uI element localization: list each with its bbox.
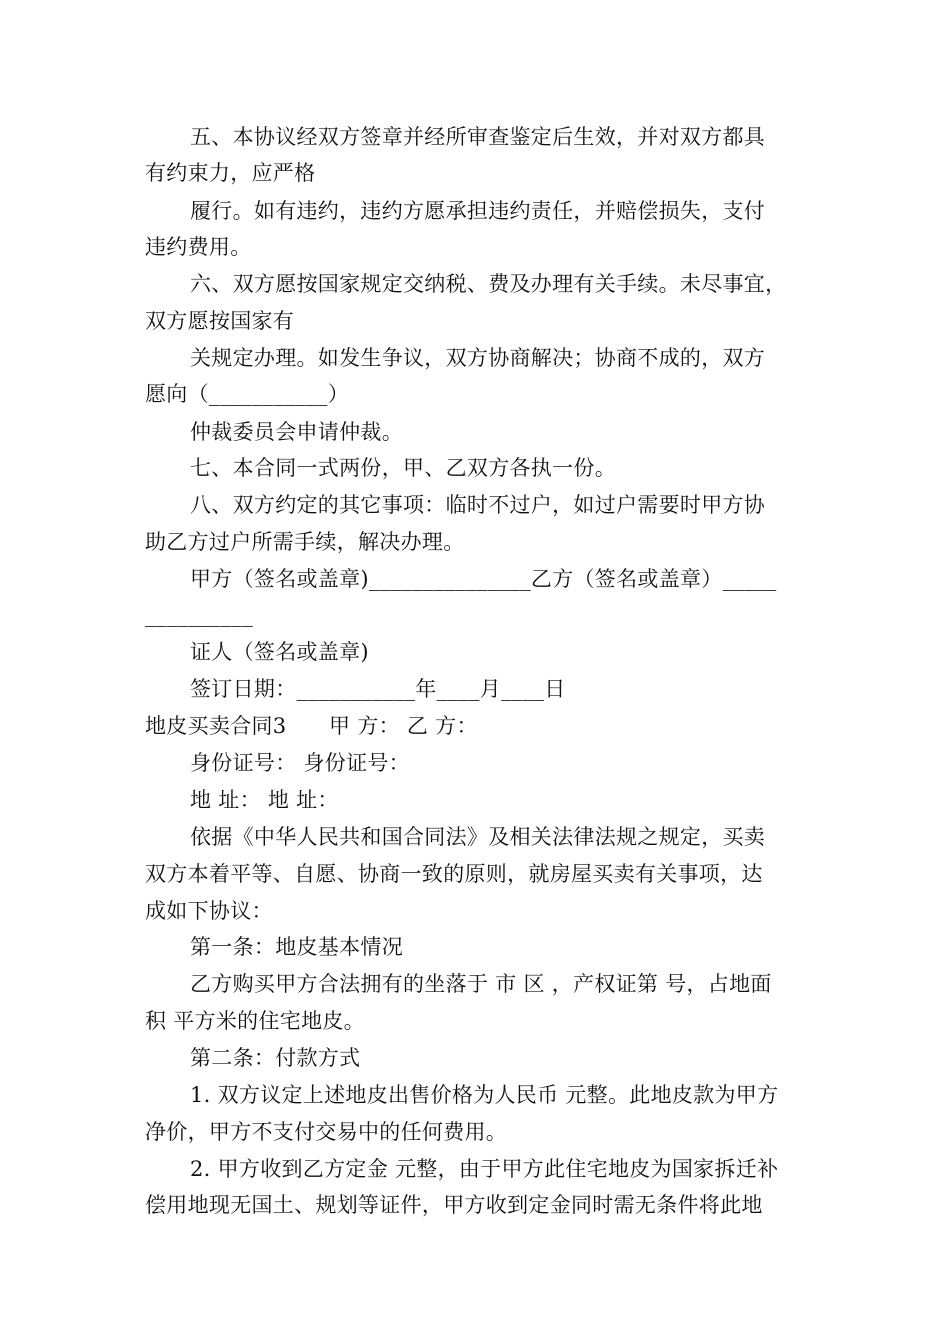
contract-3-title: 地皮买卖合同3 甲 方： 乙 方： [145,714,478,738]
address-line: 地 址： 地 址： [190,788,339,812]
clause-8-line-2: 助乙方过户所需手续，解决办理。 [145,530,465,554]
clause-6-line-4: 愿向（___________） [145,382,349,406]
clause-5-line-1: 五、本协议经双方签章并经所审查鉴定后生效，并对双方都具 [190,125,766,149]
article-2-item-1-line-1: 1. 双方议定上述地皮出售价格为人民币 元整。此地皮款为甲方 [190,1083,779,1107]
clause-5-line-2: 有约束力，应严格 [145,161,316,185]
signature-line: 甲方（签名或盖章)_______________乙方（签名或盖章）_____ [190,567,777,591]
preamble-line-1: 依据《中华人民共和国合同法》及相关法律法规之规定，买卖 [190,825,766,849]
article-2-heading: 第二条：付款方式 [190,1046,361,1070]
article-1-heading: 第一条：地皮基本情况 [190,935,403,959]
clause-6-line-3: 关规定办理。如发生争议，双方协商解决；协商不成的，双方 [190,346,766,370]
signature-line-cont: __________ [145,603,253,627]
article-2-item-2-line-2: 偿用地现无国土、规划等证件，甲方收到定金同时需无条件将此地 [145,1193,763,1217]
id-number-line: 身份证号： 身份证号： [190,751,410,775]
preamble-line-2: 双方本着平等、自愿、协商一致的原则，就房屋买卖有关事项，达 [145,862,763,886]
clause-5-line-3: 履行。如有违约，违约方愿承担违约责任，并赔偿损失，支付 [190,199,766,223]
clause-6-line-2: 双方愿按国家有 [145,309,295,333]
preamble-line-3: 成如下协议： [145,899,273,923]
article-1-line-1: 乙方购买甲方合法拥有的坐落于 市 区 ，产权证第 号，占地面 [190,972,772,996]
article-1-line-2: 积 平方米的住宅地皮。 [145,1009,365,1033]
sign-date-line: 签订日期：___________年____月____日 [190,677,566,701]
clause-6-line-1: 六、双方愿按国家规定交纳税、费及办理有关手续。未尽事宜， [190,272,787,296]
clause-7: 七、本合同一式两份，甲、乙双方各执一份。 [190,456,616,480]
clause-5-line-4: 违约费用。 [145,235,252,259]
article-2-item-2-line-1: 2. 甲方收到乙方定金 元整，由于甲方此住宅地皮为国家拆迁补 [190,1157,779,1181]
clause-8-line-1: 八、双方约定的其它事项：临时不过户，如过户需要时甲方协 [190,493,766,517]
clause-6-line-5: 仲裁委员会申请仲裁。 [190,420,403,444]
article-2-item-1-line-2: 净价，甲方不支付交易中的任何费用。 [145,1120,508,1144]
witness-line: 证人（签名或盖章) [190,640,369,664]
